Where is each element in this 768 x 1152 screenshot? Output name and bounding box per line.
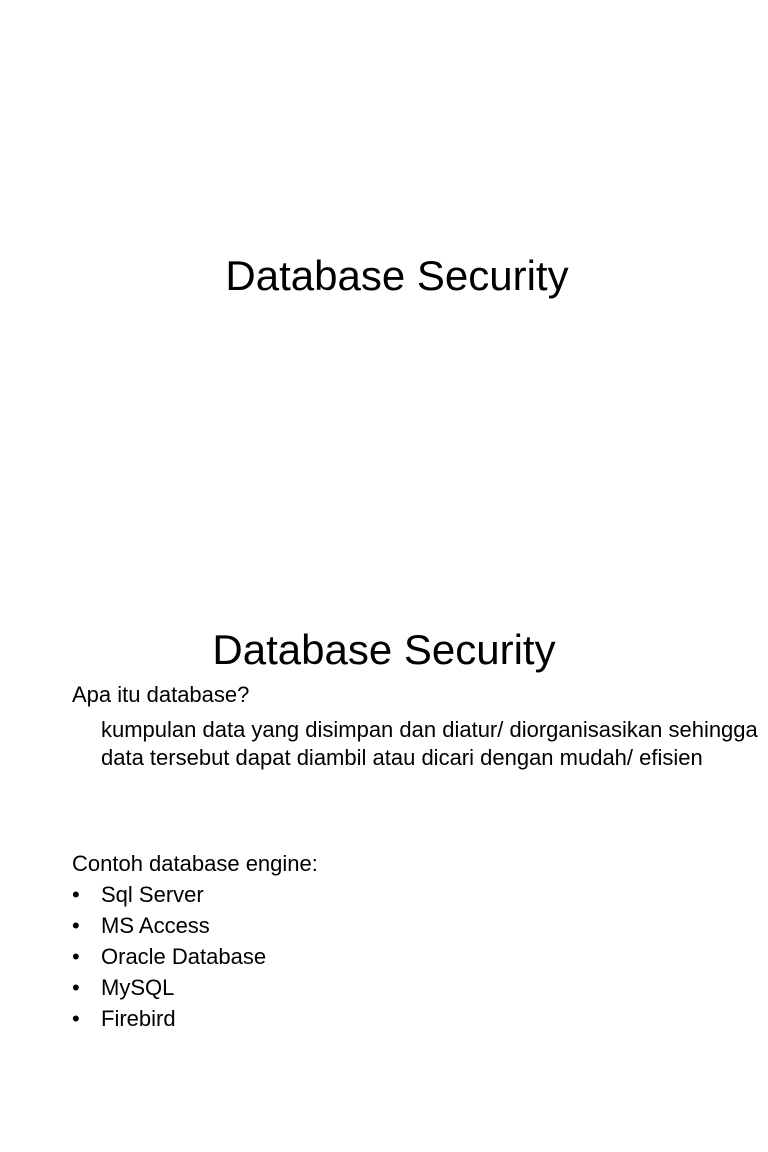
bullet-icon: • (72, 882, 80, 907)
engine-name: MySQL (101, 975, 175, 1000)
slide-2 (0, 576, 768, 1152)
engine-name: Sql Server (101, 882, 204, 907)
bullet-icon: • (72, 913, 80, 938)
question-text: Apa itu database? (72, 682, 250, 707)
slide-2-title: Database Security (212, 626, 556, 673)
answer-text: kumpulan data yang disimpan dan diatur/ diorganisasikan sehingga data tersebut dapat diambil atau dicari dengan mudah/ efisien (101, 717, 758, 770)
engine-name: Firebird (101, 1006, 176, 1031)
bullet-icon: • (72, 944, 80, 969)
engine-name: MS Access (101, 913, 210, 938)
engine-name: Oracle Database (101, 944, 267, 969)
slide-1-title: Database Security (225, 252, 569, 299)
bullet-icon: • (72, 1006, 80, 1031)
bullet-icon: • (72, 975, 80, 1000)
engines-heading: Contoh database engine: (72, 851, 318, 876)
